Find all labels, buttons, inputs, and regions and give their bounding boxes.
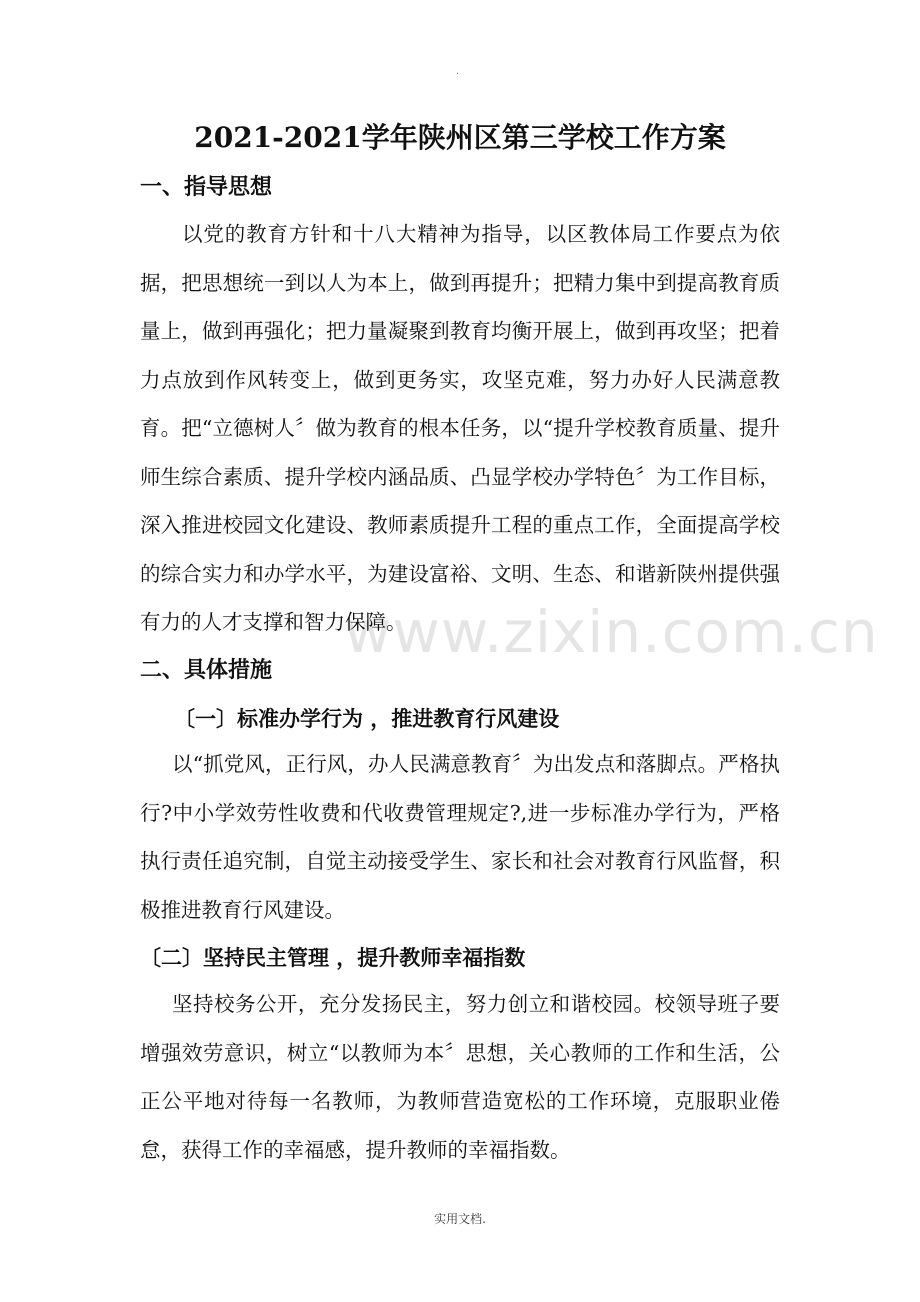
header-mark: . xyxy=(456,66,460,77)
subsection-paragraph-standardize: 以“抓党风，正行风，办人民满意教育〞为出发点和落脚点。严格执行?中小学效劳性收费和代收费管理规定?,进一步标准办学行为，严格执行责任追究制，自觉主动接受学生、家长和社会对教育行风监督，积极推进教育行风建设。 xyxy=(140,752,780,922)
document-title: 2021-2021学年陕州区第三学校工作方案 xyxy=(194,121,726,154)
section-heading-specific-measures: 二、具体措施 xyxy=(140,658,273,683)
subsection-heading-standardize: 〔一〕标准办学行为 ，推进教育行风建设 xyxy=(174,707,560,731)
subsection-heading-democratic: 〔二〕坚持民主管理 ，提升教师幸福指数 xyxy=(140,946,526,970)
watermark: www.zixin.com.cn xyxy=(344,598,879,666)
subsection-paragraph-democratic: 坚持校务公开，充分发扬民主，努力创立和谐校园。校领导班子要增强效劳意识，树立“以教师为本〞思想，关心教师的工作和生活，公正公平地对待每一名教师，为教师营造宽松的工作环境，克服职业倦怠，获得工作的幸福感，提升教师的幸福指数。 xyxy=(140,992,780,1162)
page-footer: 实用文档. xyxy=(434,1212,486,1226)
section-heading-guiding-ideology: 一、指导思想 xyxy=(140,175,273,200)
section-paragraph-guiding-ideology: 以党的教育方针和十八大精神为指导，以区教体局工作要点为依据，把思想统一到以人为本上，做到再提升；把精力集中到提高教育质量上，做到再强化；把力量凝聚到教育均衡开展上，做到再攻坚；把着力点放到作风转变上，做到更务实，攻坚克难，努力办好人民满意教育。把“立德树人〞做为教育的根本任务，以“提升学校教育质量、提升师生综合素质、提升学校内涵品质、凸显学校办学特色〞为工作目标，深入推进校园文化建设、教师素质提升工程的重点工作，全面提高学校的综合实力和办学水平，为建设富裕、文明、生态、和谐新陕州提供强有力的人才支撑和智力保障。 xyxy=(140,222,780,634)
